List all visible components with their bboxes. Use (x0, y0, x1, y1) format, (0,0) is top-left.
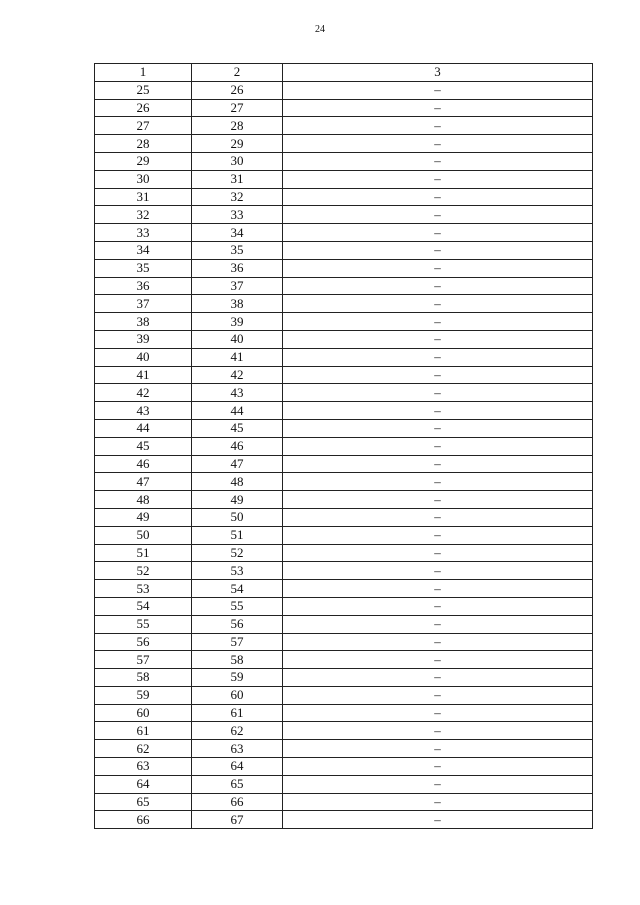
table-row (95, 348, 593, 366)
table-cell-col-1: 62 (95, 740, 192, 758)
table-cell-col-3: – (283, 758, 593, 776)
table-cell-col-2: 51 (192, 526, 283, 544)
table-cell-col-3: – (283, 633, 593, 651)
table-cell-col-3: – (283, 366, 593, 384)
table-cell-col-1: 56 (95, 633, 192, 651)
table-cell-col-1: 39 (95, 330, 192, 348)
table-row (95, 704, 593, 722)
table-cell-col-1: 48 (95, 491, 192, 509)
table-cell-col-2: 34 (192, 224, 283, 242)
table-cell-col-1: 41 (95, 366, 192, 384)
table-cell-col-3: – (283, 491, 593, 509)
table-cell-col-2: 53 (192, 562, 283, 580)
table-cell-col-2: 44 (192, 402, 283, 420)
table-cell-col-1: 51 (95, 544, 192, 562)
table-cell-col-3: – (283, 704, 593, 722)
table-cell-col-2: 66 (192, 793, 283, 811)
table-row (95, 758, 593, 776)
table-cell-col-3: – (283, 686, 593, 704)
table-cell-col-1: 44 (95, 419, 192, 437)
table-cell-col-2: 55 (192, 597, 283, 615)
table-row (95, 437, 593, 455)
table-cell-col-3: – (283, 740, 593, 758)
table-cell-col-1: 50 (95, 526, 192, 544)
table-cell-col-1: 31 (95, 188, 192, 206)
table-cell-col-1: 35 (95, 259, 192, 277)
table-cell-col-3: – (283, 170, 593, 188)
table-row (95, 811, 593, 829)
table-cell-col-3: – (283, 384, 593, 402)
table-header-row (95, 64, 593, 82)
table-cell-col-1: 57 (95, 651, 192, 669)
table-cell-col-3: – (283, 152, 593, 170)
table-row (95, 419, 593, 437)
table-cell-col-2: 26 (192, 81, 283, 99)
table-cell-col-2: 65 (192, 775, 283, 793)
table-cell-col-1: 65 (95, 793, 192, 811)
table-cell-col-2: 56 (192, 615, 283, 633)
table-cell-col-1: 37 (95, 295, 192, 313)
table-row (95, 241, 593, 259)
table-cell-col-2: 39 (192, 313, 283, 331)
table-cell-col-2: 41 (192, 348, 283, 366)
table-cell-col-1: 36 (95, 277, 192, 295)
table-row (95, 295, 593, 313)
table-row (95, 117, 593, 135)
table-cell-col-3: – (283, 526, 593, 544)
table-cell-col-1: 58 (95, 669, 192, 687)
table-cell-col-1: 26 (95, 99, 192, 117)
table-cell-col-3: – (283, 224, 593, 242)
table-cell-col-3: – (283, 135, 593, 153)
table-cell-col-2: 47 (192, 455, 283, 473)
table-cell-col-3: – (283, 793, 593, 811)
table-cell-col-1: 34 (95, 241, 192, 259)
table-cell-col-3: – (283, 277, 593, 295)
table-cell-col-3: – (283, 455, 593, 473)
table-cell-col-3: – (283, 651, 593, 669)
table-cell-col-3: – (283, 437, 593, 455)
table-cell-col-1: 46 (95, 455, 192, 473)
table-row (95, 330, 593, 348)
table-row (95, 793, 593, 811)
table-row (95, 384, 593, 402)
table-cell-col-1: 53 (95, 580, 192, 598)
table-row (95, 99, 593, 117)
table-cell-col-1: 63 (95, 758, 192, 776)
table-row (95, 152, 593, 170)
table-cell-col-2: 27 (192, 99, 283, 117)
table-row (95, 170, 593, 188)
table-row (95, 562, 593, 580)
table-row (95, 313, 593, 331)
table-cell-col-3: – (283, 402, 593, 420)
table-cell-col-3: – (283, 508, 593, 526)
table-cell-col-3: – (283, 188, 593, 206)
table-cell-col-3: – (283, 206, 593, 224)
table-cell-col-1: 38 (95, 313, 192, 331)
table-cell-col-2: 64 (192, 758, 283, 776)
table-cell-col-2: 67 (192, 811, 283, 829)
table-cell-col-2: 30 (192, 152, 283, 170)
table-cell-col-1: 32 (95, 206, 192, 224)
table-cell-col-1: 54 (95, 597, 192, 615)
table-cell-col-1: 59 (95, 686, 192, 704)
table-cell-col-3: – (283, 259, 593, 277)
table-cell-col-1: 49 (95, 508, 192, 526)
table-cell-col-1: 40 (95, 348, 192, 366)
table-cell-col-3: – (283, 775, 593, 793)
table-cell-col-1: 29 (95, 152, 192, 170)
table-row (95, 508, 593, 526)
table-row (95, 491, 593, 509)
table-cell-col-1: 61 (95, 722, 192, 740)
table-row (95, 81, 593, 99)
table-cell-col-1: 25 (95, 81, 192, 99)
table-row (95, 206, 593, 224)
table-cell-col-2: 28 (192, 117, 283, 135)
table-row (95, 259, 593, 277)
table-cell-col-2: 62 (192, 722, 283, 740)
table-cell-col-2: 38 (192, 295, 283, 313)
table-cell-col-2: 43 (192, 384, 283, 402)
table-row (95, 473, 593, 491)
table-row (95, 188, 593, 206)
table-row (95, 615, 593, 633)
table-cell-col-1: 47 (95, 473, 192, 491)
table-cell-col-1: 30 (95, 170, 192, 188)
table-cell-col-1: 60 (95, 704, 192, 722)
table-row (95, 526, 593, 544)
table-cell-col-3: – (283, 419, 593, 437)
column-header-1: 1 (95, 64, 192, 82)
table-cell-col-1: 55 (95, 615, 192, 633)
table-cell-col-3: – (283, 597, 593, 615)
table-cell-col-3: – (283, 330, 593, 348)
table-cell-col-2: 45 (192, 419, 283, 437)
data-table (94, 63, 593, 829)
table-cell-col-2: 58 (192, 651, 283, 669)
table-row (95, 580, 593, 598)
table-cell-col-3: – (283, 669, 593, 687)
table-cell-col-2: 40 (192, 330, 283, 348)
table-row (95, 686, 593, 704)
table-cell-col-1: 45 (95, 437, 192, 455)
table-cell-col-3: – (283, 81, 593, 99)
table-cell-col-3: – (283, 811, 593, 829)
table-row (95, 651, 593, 669)
table-cell-col-2: 52 (192, 544, 283, 562)
table-cell-col-2: 57 (192, 633, 283, 651)
column-header-3: 3 (283, 64, 593, 82)
table-cell-col-2: 59 (192, 669, 283, 687)
table-cell-col-2: 50 (192, 508, 283, 526)
table-body (95, 64, 593, 829)
table-row (95, 366, 593, 384)
table-cell-col-1: 66 (95, 811, 192, 829)
table-cell-col-1: 52 (95, 562, 192, 580)
table-cell-col-1: 33 (95, 224, 192, 242)
table-cell-col-1: 43 (95, 402, 192, 420)
table-row (95, 722, 593, 740)
table-cell-col-3: – (283, 348, 593, 366)
table-cell-col-3: – (283, 295, 593, 313)
table-cell-col-3: – (283, 580, 593, 598)
table-cell-col-1: 64 (95, 775, 192, 793)
table-row (95, 544, 593, 562)
table-cell-col-3: – (283, 241, 593, 259)
table-row (95, 135, 593, 153)
table-cell-col-2: 31 (192, 170, 283, 188)
table-cell-col-2: 48 (192, 473, 283, 491)
table-cell-col-2: 46 (192, 437, 283, 455)
table-cell-col-3: – (283, 544, 593, 562)
table-cell-col-2: 60 (192, 686, 283, 704)
table-cell-col-2: 63 (192, 740, 283, 758)
table-row (95, 455, 593, 473)
table-row (95, 224, 593, 242)
table-cell-col-3: – (283, 615, 593, 633)
table-row (95, 775, 593, 793)
table-cell-col-1: 28 (95, 135, 192, 153)
table-cell-col-2: 29 (192, 135, 283, 153)
table-cell-col-2: 42 (192, 366, 283, 384)
table-cell-col-2: 36 (192, 259, 283, 277)
column-header-2: 2 (192, 64, 283, 82)
table-row (95, 597, 593, 615)
table-cell-col-2: 32 (192, 188, 283, 206)
table-cell-col-3: – (283, 313, 593, 331)
table-cell-col-3: – (283, 473, 593, 491)
table-row (95, 402, 593, 420)
page-number: 24 (315, 24, 325, 35)
table-cell-col-3: – (283, 99, 593, 117)
table-row (95, 669, 593, 687)
table-row (95, 633, 593, 651)
table-row (95, 740, 593, 758)
table-cell-col-2: 61 (192, 704, 283, 722)
table-cell-col-1: 42 (95, 384, 192, 402)
table-cell-col-3: – (283, 722, 593, 740)
table-row (95, 277, 593, 295)
table-cell-col-2: 37 (192, 277, 283, 295)
table-cell-col-2: 54 (192, 580, 283, 598)
table-cell-col-3: – (283, 562, 593, 580)
table-cell-col-3: – (283, 117, 593, 135)
table-cell-col-2: 35 (192, 241, 283, 259)
table-cell-col-2: 49 (192, 491, 283, 509)
table-cell-col-2: 33 (192, 206, 283, 224)
table-cell-col-1: 27 (95, 117, 192, 135)
